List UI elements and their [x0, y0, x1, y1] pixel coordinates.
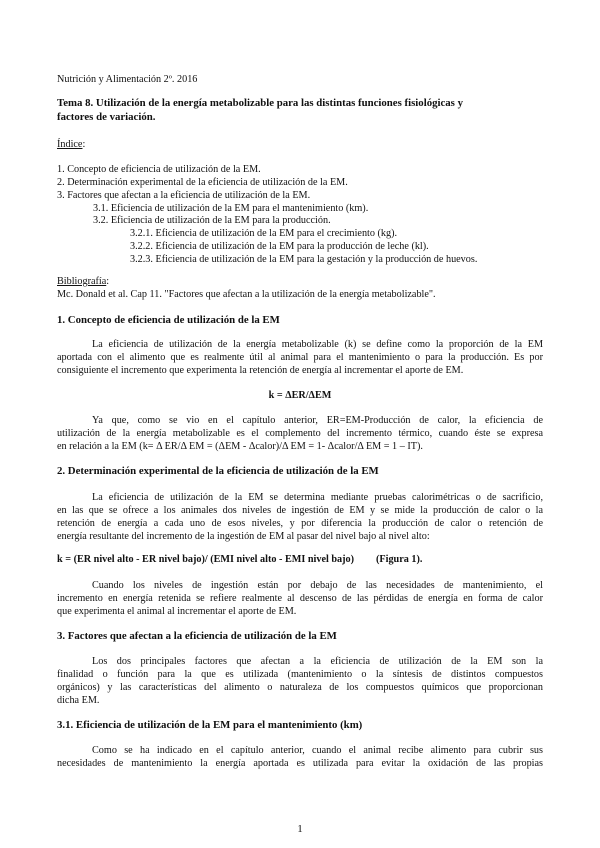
index-item-3-2: 3.2. Eficiencia de utilización de la EM para la producción. — [93, 215, 331, 226]
section-2-paragraph-1-line-2: en las que se ofrece a los animales dos niveles de ingestión de EM y se mide la producción de calor o la — [57, 505, 543, 516]
section-2-paragraph-1-line-1: La eficiencia de utilización de la EM se determina mediante pruebas calorimétricas o de sacrificio, — [92, 492, 543, 503]
section-1-paragraph-2-line-3: en relación a la EM (k= Δ ER/Δ EM = (ΔEM - Δcalor)/Δ EM = 1- Δcalor/Δ EM = 1 – IT). — [57, 441, 423, 452]
index-item-3-1: 3.1. Eficiencia de utilización de la EM para el mantenimiento (km). — [93, 203, 369, 214]
section-1-paragraph-1-line-1: La eficiencia de utilización de la energía metabolizable (k) se define como la proporción de la EM — [92, 339, 543, 350]
section-1-formula: k = ΔER/ΔEM — [268, 390, 332, 401]
section-3-1-paragraph-1-line-1: Como se ha indicado en el capítulo anterior, cuando el animal recibe alimento para cubrir sus — [92, 745, 543, 756]
section-3-heading: 3. Factores que afectan a la eficiencia de utilización de la EM — [57, 630, 337, 642]
bibliography-heading-text: Bibliografía — [57, 276, 107, 287]
section-2-paragraph-2-line-2: incremento en energía retenida se refiere realmente al descenso de las pérdidas de energía en forma de calor — [57, 593, 543, 604]
document-title-line-1: Tema 8. Utilización de la energía metabolizable para las distintas funciones fisiológicas y — [57, 97, 463, 109]
figure-1-reference: (Figura 1). — [376, 554, 423, 565]
index-item-3-2-1: 3.2.1. Eficiencia de utilización de la EM para el crecimiento (kg). — [130, 228, 398, 239]
section-1-paragraph-2-line-2: utilización de la energía metabolizable es el complemento del incremento térmico, cuando éste se expresa — [57, 428, 543, 439]
section-2-formula-text: k = (ER nivel alto - ER nivel bajo)/ (EMI nivel alto - EMI nivel bajo) — [57, 554, 354, 565]
section-1-heading: 1. Concepto de eficiencia de utilización de la EM — [57, 314, 280, 326]
section-1-paragraph-1-line-3: consiguiente el incremento que experimenta la retención de energía al incrementar el aporte de EM. — [57, 365, 464, 376]
index-item-3-2-3: 3.2.3. Eficiencia de utilización de la EM para la gestación y la producción de huevos. — [130, 254, 478, 265]
index-item-3: 3. Factores que afectan a la eficiencia de utilización de la EM. — [57, 190, 311, 201]
section-2-paragraph-2-line-1: Cuando los niveles de ingestión están por debajo de las necesidades de mantenimiento, el — [92, 580, 543, 591]
section-3-1-heading: 3.1. Eficiencia de utilización de la EM para el mantenimiento (km) — [57, 719, 363, 731]
index-heading-text: Índice — [57, 139, 83, 150]
index-item-3-2-2: 3.2.2. Eficiencia de utilización de la EM para la producción de leche (kl). — [130, 241, 429, 252]
page-number: 1 — [297, 823, 303, 835]
index-heading-colon: : — [82, 139, 86, 150]
bibliography-heading — [57, 275, 109, 288]
section-2-paragraph-1-line-4: energía resultante del incremento de la ingestión de EM al pasar del nivel bajo al nivel alto: — [57, 531, 430, 542]
section-2-paragraph-1-line-3: retención de energía a cada uno de esos niveles, y por diferencia la producción de calor o retención de — [57, 518, 543, 529]
section-1-paragraph-2-line-1: Ya que, como se vio en el capítulo anterior, ER=EM-Producción de calor, la eficiencia de — [92, 415, 543, 426]
document-header: Nutrición y Alimentación 2º. 2016 — [57, 74, 198, 85]
section-2-heading: 2. Determinación experimental de la eficiencia de utilización de la EM — [57, 465, 379, 477]
section-3-paragraph-1-line-2: finalidad o función para la que es utilizada (mantenimiento o la síntesis de distintos compuestos — [57, 669, 543, 680]
section-2-formula — [57, 553, 422, 566]
index-item-2: 2. Determinación experimental de la eficiencia de utilización de la EM. — [57, 177, 348, 188]
bibliography-heading-colon: : — [106, 276, 110, 287]
index-heading — [57, 138, 85, 151]
section-1-paragraph-1-line-2: aportada con el alimento que es realmente útil al animal para el mantenimiento o para la producción. Es por — [57, 352, 543, 363]
section-3-paragraph-1-line-3: orgánicos) y las características del alimento o naturaleza de los compuestos químicos que proporcionan — [57, 682, 543, 693]
index-item-1: 1. Concepto de eficiencia de utilización de la EM. — [57, 164, 261, 175]
section-2-paragraph-2-line-3: que experimenta el animal al incrementar el aporte de EM. — [57, 606, 297, 617]
section-3-1-paragraph-1-line-2: necesidades de mantenimiento la energía aportada es utilizada para evitar la oxidación de las propias — [57, 758, 543, 769]
bibliography-text: Mc. Donald et al. Cap 11. "Factores que afectan a la utilización de la energía metabolizable". — [57, 289, 436, 300]
section-3-paragraph-1-line-4: dicha EM. — [57, 695, 100, 706]
document-title-line-2: factores de variación. — [57, 111, 156, 123]
section-3-paragraph-1-line-1: Los dos principales factores que afectan a la eficiencia de utilización de la EM son la — [92, 656, 543, 667]
